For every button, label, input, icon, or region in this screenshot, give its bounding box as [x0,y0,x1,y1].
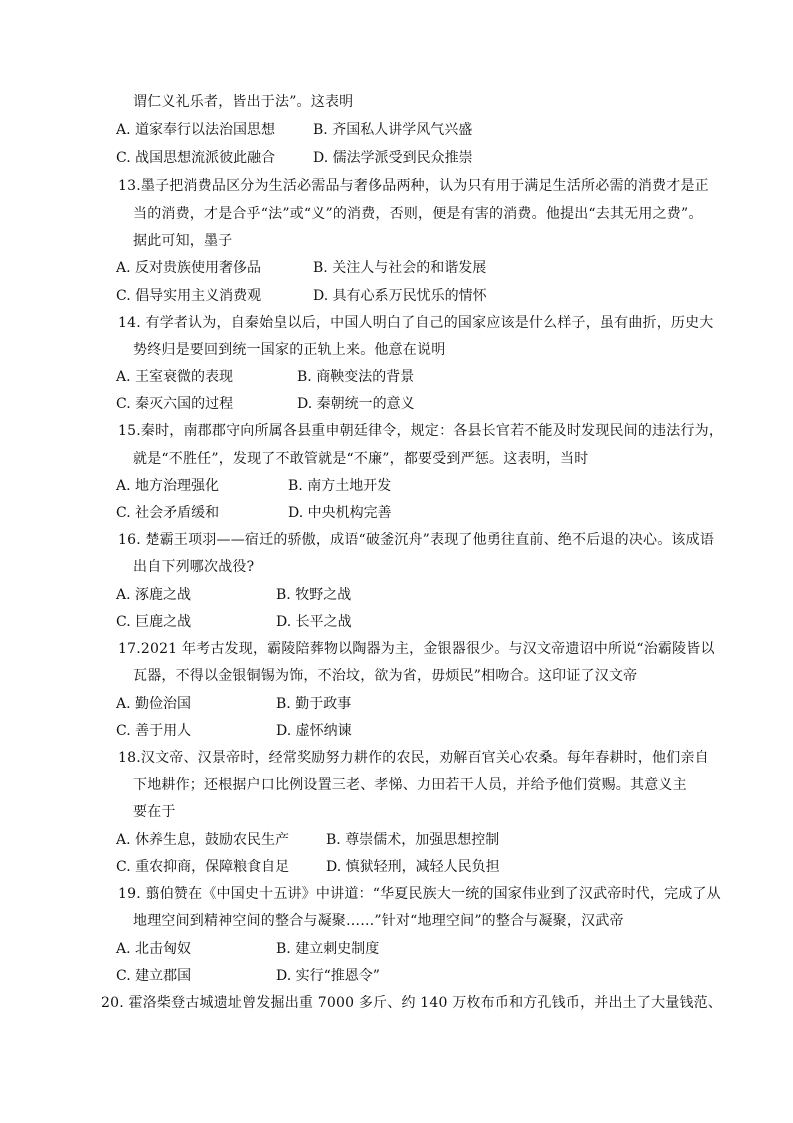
q13-option-c: C. 倡导实用主义消费观 [116,288,262,304]
q18-stem-line-2: 下地耕作；还根据户口比例设置三老、孝悌、力田若干人员，并给予他们赏赐。其意义主 [133,777,687,793]
q13-option-b: B. 关注人与社会的和谐发展 [313,260,487,276]
q19-stem-line-2: 地理空间到精神空间的整合与凝聚……”针对“地理空间”的整合与凝聚，汉武帝 [133,913,624,929]
q17-stem-line-2: 瓦器，不得以金银铜锡为饰，不治坟，欲为省，毋烦民”相吻合。这印证了汉文帝 [133,668,638,684]
q14-option-a: A. 王室衰微的表现 [116,369,234,385]
q18-option-a: A. 休养生息，鼓励农民生产 [116,832,290,848]
q12-stem-continuation: 谓仁义礼乐者，皆出于法”。这表明 [133,94,354,110]
q13-stem-line-2: 当的消费，才是合乎“法”或“义”的消费，否则，便是有害的消费。他提出“去其无用之费”。 [133,206,703,222]
q15-stem-line-2: 就是“不胜任”，发现了不敢管就是“不廉”，都要受到严惩。这表明，当时 [133,451,589,467]
q20-stem-line-1: 20. 霍洛柴登古城遗址曾发掘出重 7000 多斤、约 140 万枚布币和方孔钱币，并出土了大量钱范、 [101,995,723,1011]
q16-stem-line-1: 16. 楚霸王项羽——宿迁的骄傲，成语“破釜沉舟”表现了他勇往直前、绝不后退的决心。该成语 [118,532,715,548]
q14-stem-line-1: 14. 有学者认为，自秦始皇以后，中国人明白了自己的国家应该是什么样子，虽有曲折，历史大 [118,315,714,331]
q17-option-b: B. 勤于政事 [276,696,352,712]
q17-stem-line-1: 17.2021 年考古发现，霸陵陪葬物以陶器为主，金银器很少。与汉文帝遗诏中所说“治霸陵皆以 [118,641,715,657]
q16-option-d: D. 长平之战 [276,614,352,630]
q15-option-b: B. 南方土地开发 [288,478,392,494]
q13-option-d: D. 具有心系万民忧乐的情怀 [313,288,487,304]
q15-option-c: C. 社会矛盾缓和 [116,505,220,521]
q15-stem-line-1: 15.秦时，南郡郡守向所属各县重申朝廷律令，规定：各县长官若不能及时发现民间的违法行为， [118,423,724,439]
q12-option-d: D. 儒法学派受到民众推崇 [313,150,473,166]
q18-option-d: D. 慎狱轻刑，减轻人民负担 [326,859,500,875]
q19-stem-line-1: 19. 翦伯赞在《中国史十五讲》中讲道：“华夏民族大一统的国家伟业到了汉武帝时代，完成了从 [118,886,721,902]
q16-option-b: B. 牧野之战 [276,587,352,603]
q13-stem-line-1: 13.墨子把消费品区分为生活必需品与奢侈品两种，认为只有用于满足生活所必需的消费才是正 [118,178,709,194]
q14-stem-line-2: 势终归是要回到统一国家的正轨上来。他意在说明 [133,342,446,358]
q18-stem-line-3: 要在于 [133,804,176,820]
q12-option-b: B. 齐国私人讲学风气兴盛 [313,122,473,138]
q14-option-d: D. 秦朝统一的意义 [297,396,415,412]
q19-option-b: B. 建立刺史制度 [276,941,380,957]
q14-option-c: C. 秦灭六国的过程 [116,396,234,412]
q17-option-a: A. 勤俭治国 [116,696,192,712]
q18-stem-line-1: 18.汉文帝、汉景帝时，经常奖励努力耕作的农民，劝解百官关心农桑。每年春耕时，他们亲自 [118,750,709,766]
q19-option-c: C. 建立郡国 [116,968,192,984]
q14-option-b: B. 商鞅变法的背景 [297,369,415,385]
q13-stem-line-3: 据此可知，墨子 [133,233,233,249]
q16-option-a: A. 涿鹿之战 [116,587,192,603]
q16-option-c: C. 巨鹿之战 [116,614,192,630]
q12-option-c: C. 战国思想流派彼此融合 [116,150,276,166]
q18-option-b: B. 尊崇儒术，加强思想控制 [326,832,500,848]
q12-option-a: A. 道家奉行以法治国思想 [116,122,276,138]
q17-option-c: C. 善于用人 [116,723,192,739]
q17-option-d: D. 虚怀纳谏 [276,723,352,739]
q19-option-a: A. 北击匈奴 [116,941,192,957]
q15-option-d: D. 中央机构完善 [288,505,392,521]
q16-stem-line-2: 出自下列哪次战役? [133,559,255,575]
q19-option-d: D. 实行“推恩令” [276,968,380,984]
q18-option-c: C. 重农抑商，保障粮食自足 [116,859,290,875]
q13-option-a: A. 反对贵族使用奢侈品 [116,260,262,276]
q15-option-a: A. 地方治理强化 [116,478,220,494]
